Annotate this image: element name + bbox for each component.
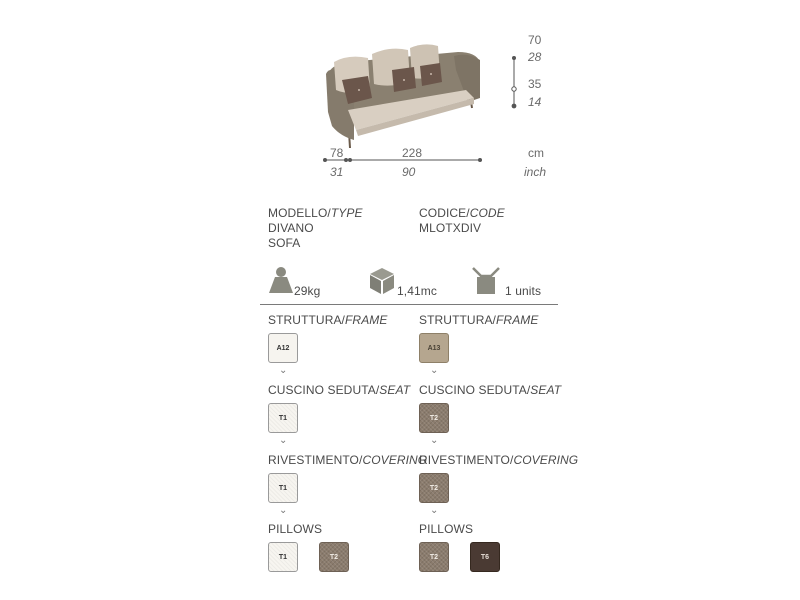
height-seat-cm: 35 [528, 77, 542, 91]
chevron-down-icon: ⌄ [279, 365, 288, 376]
depth-cm: 78 [330, 146, 344, 160]
seat-label-left: CUSCINO SEDUTA/SEAT [268, 383, 411, 397]
model-value-it: DIVANO [268, 221, 314, 235]
chevron-down-icon: ⌄ [430, 365, 439, 376]
swatch-pillows-t2[interactable]: T2 [419, 542, 449, 572]
code-label: CODICE/CODE [419, 206, 505, 220]
units-value: 1 units [505, 284, 542, 298]
unit-inch: inch [524, 165, 547, 179]
swatch-pillows-t6[interactable]: T6 [470, 542, 500, 572]
volume-cube-icon [368, 266, 396, 296]
swatch-pillows-t1[interactable]: T1 [268, 542, 298, 572]
code-value: MLOTXDIV [419, 221, 482, 235]
chevron-down-icon: ⌄ [430, 505, 439, 516]
sofa-image [318, 40, 488, 150]
swatch-pillows-t2[interactable]: T2 [319, 542, 349, 572]
divider [260, 304, 558, 305]
covering-label-right: RIVESTIMENTO/COVERING [419, 453, 579, 467]
height-top-cm: 70 [528, 33, 542, 47]
width-cm: 228 [402, 146, 423, 160]
pillows-label-left: PILLOWS [268, 522, 323, 536]
depth-in: 31 [330, 165, 344, 179]
width-in: 90 [402, 165, 416, 179]
chevron-down-icon: ⌄ [279, 505, 288, 516]
volume-value: 1,41mc [397, 284, 437, 298]
frame-label-right: STRUTTURA/FRAME [419, 313, 539, 327]
model-label: MODELLO/TYPE [268, 206, 363, 220]
height-dimension-marker [508, 54, 520, 110]
weight-value: 29kg [294, 284, 321, 298]
chevron-down-icon: ⌄ [430, 435, 439, 446]
swatch-covering-t2[interactable]: T2 [419, 473, 449, 503]
unit-cm: cm [528, 146, 544, 160]
seat-label-right: CUSCINO SEDUTA/SEAT [419, 383, 562, 397]
swatch-seat-t2[interactable]: T2 [419, 403, 449, 433]
covering-label-left: RIVESTIMENTO/COVERING [268, 453, 428, 467]
swatch-frame-a13[interactable]: A13 [419, 333, 449, 363]
weight-icon [268, 266, 294, 294]
model-value-en: SOFA [268, 236, 301, 250]
swatch-seat-t1[interactable]: T1 [268, 403, 298, 433]
units-box-icon [469, 266, 503, 296]
swatch-covering-t1[interactable]: T1 [268, 473, 298, 503]
swatch-frame-a12[interactable]: A12 [268, 333, 298, 363]
height-seat-in: 14 [528, 95, 542, 109]
frame-label-left: STRUTTURA/FRAME [268, 313, 388, 327]
height-top-in: 28 [528, 50, 542, 64]
pillows-label-right: PILLOWS [419, 522, 474, 536]
chevron-down-icon: ⌄ [279, 435, 288, 446]
